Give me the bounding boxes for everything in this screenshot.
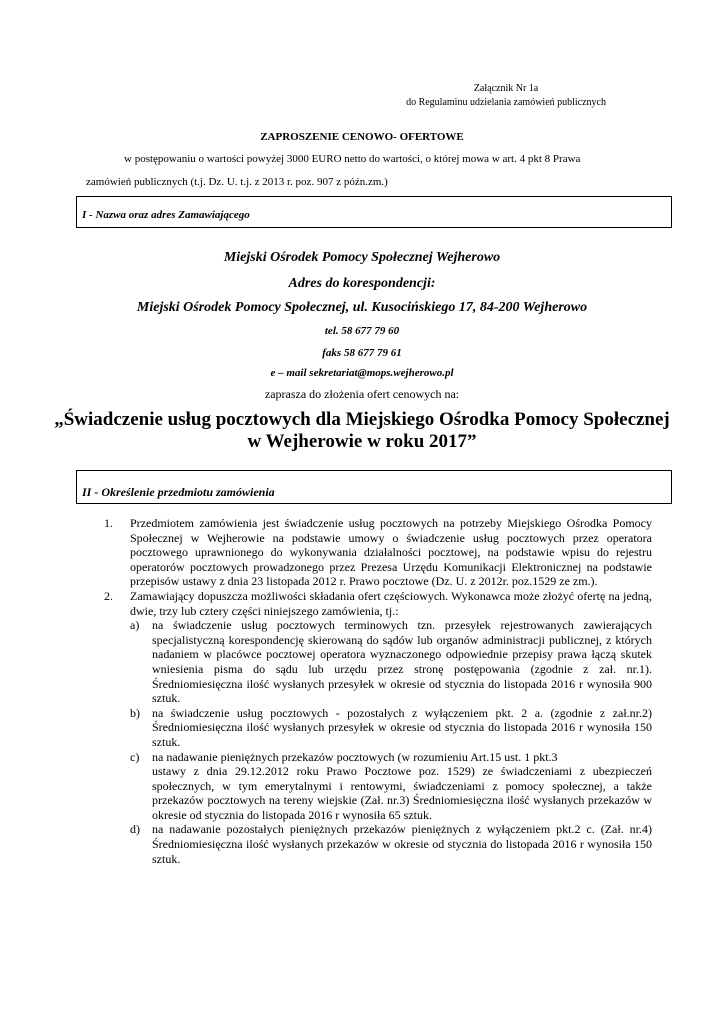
sub-item-text-line-2: ustawy z dnia 29.12.2012 roku Prawo Pocztowe poz. 1529) ze świadczeniami z ubezpieczeń społecznych, w tym emerytalnymi i rentowymi, świadczeniami z pomocy społecznej, a także przekazów pocztowych na tereny wiejskie (Zał. nr.3) Średniomiesięczna ilość wysłanych przekazów w okresie od stycznia do listopada 2016 r wynosiła 65 sztuk.: [152, 764, 652, 822]
sub-item: [130, 618, 652, 706]
list-item-text: Przedmiotem zamówienia jest świadczenie usług pocztowych na potrzeby Miejskiego Ośrodka Pomocy Społecznej w Wejherowie na podstawie umowy o świadczenie usług pocztowych przez operatora pocztowego uprawnionego do wykonywania działalności pocztowej, na podstawie wpisu do rejestru operatorów pocztowych prowadzonego przez Prezesa Urzędu Komunikacji Elektronicznej na podstawie przepisów ustawy z dnia 23 listopada 2012 r. Prawo pocztowe (Dz. U. z 2012r. poz.1529 ze zm.).: [130, 516, 652, 589]
sub-item-body: [152, 750, 652, 823]
sub-item-letter: b): [130, 705, 140, 720]
attachment-note: [406, 82, 606, 110]
address-heading: Adres do korespondencji:: [288, 276, 436, 291]
address: Miejski Ośrodek Pomocy Społecznej, ul. Kusocińskiego 17, 84-200 Wejherowo: [136, 300, 588, 315]
section-1-header: I - Nazwa oraz adres Zamawiającego: [82, 209, 250, 221]
attachment-number: Załącznik Nr 1a: [473, 83, 539, 94]
invitation-text: zaprasza do złożenia ofert cenowych na:: [264, 387, 460, 401]
sub-item-text: na świadczenie usług pocztowych terminowych tzn. przesyłek rejestrowanych zawierających specjalistyczną korespondencję skierowaną do sądów lub organów administracji publicznej, z których nadaniem w placówce pocztowej operatora wyznaczonego odpowiednie przepisy prawa łączą skutek wniesienia pisma do sądu lub urzędu przez stronę postępowania (zgodnie z zał. nr.1). Średniomiesięczna ilość wysłanych przesyłek w okresie od stycznia do listopada 2016 r wynosiła 900 sztuk.: [152, 618, 652, 706]
intro-line-2: zamówień publicznych (t.j. Dz. U. t.j. z 2013 r. poz. 907 z późn.zm.): [86, 176, 388, 188]
sub-item-letter: d): [130, 822, 140, 837]
fax: faks 58 677 79 61: [322, 347, 402, 359]
sub-item-letter: c): [130, 749, 140, 764]
list-item-number: 2.: [104, 588, 113, 603]
sub-item: [130, 750, 652, 823]
section-1-box: [76, 196, 672, 228]
sub-item-text: na świadczenie usług pocztowych - pozostałych z wyłączeniem pkt. 2 a. (zgodnie z zał.nr.2) Średniomiesięczna ilość wysłanych przesyłek w okresie od stycznia do listopada 2016 r wynosiła 150 sztuk.: [152, 705, 652, 749]
section-2-header: II - Określenie przedmiotu zamówienia: [82, 485, 275, 499]
document-title: ZAPROSZENIE CENOWO- OFERTOWE: [260, 131, 464, 143]
email: e – mail sekretariat@mops.wejherowo.pl: [270, 367, 454, 379]
sub-item-text: na nadawanie pozostałych pieniężnych przekazów pieniężnych z wyłączeniem pkt.2 c. (Zał. nr.4) Średniomiesięczna ilość wysłanych przekazów w okresie od stycznia do listopada 2016 r wynosiła 150 sztuk.: [152, 822, 652, 866]
list-item: [104, 516, 652, 589]
institution-name: Miejski Ośrodek Pomocy Społecznej Wejherowo: [223, 250, 501, 265]
phone: tel. 58 677 79 60: [324, 325, 400, 337]
subject-line-1: „Świadczenie usług pocztowych dla Miejskiego Ośrodka Pomocy Społecznej: [54, 409, 670, 430]
list-item-text: Zamawiający dopuszcza możliwości składania ofert częściowych. Wykonawca może złożyć ofertę na jedną, dwie, trzy lub cztery części niniejszego zamówienia, tj.:: [130, 588, 652, 618]
sub-item-letter: a): [130, 618, 140, 633]
order-description-list: [104, 516, 652, 866]
list-item-number: 1.: [104, 516, 113, 530]
intro-line-1: w postępowaniu o wartości powyżej 3000 EURO netto do wartości, o której mowa w art. 4 pkt 8 Prawa: [124, 153, 581, 165]
subject-line-2: w Wejherowie w roku 2017”: [247, 431, 477, 452]
list-item: [104, 589, 652, 866]
sub-item: [130, 822, 652, 866]
section-2-box: [76, 470, 672, 504]
list-item-body: [130, 589, 652, 866]
attachment-regulation: do Regulaminu udzielania zamówień publicznych: [406, 97, 606, 108]
sub-item-text-line-1: na nadawanie pieniężnych przekazów pocztowych (w rozumieniu Art.15 ust. 1 pkt.3: [152, 749, 558, 764]
sub-item: [130, 706, 652, 750]
